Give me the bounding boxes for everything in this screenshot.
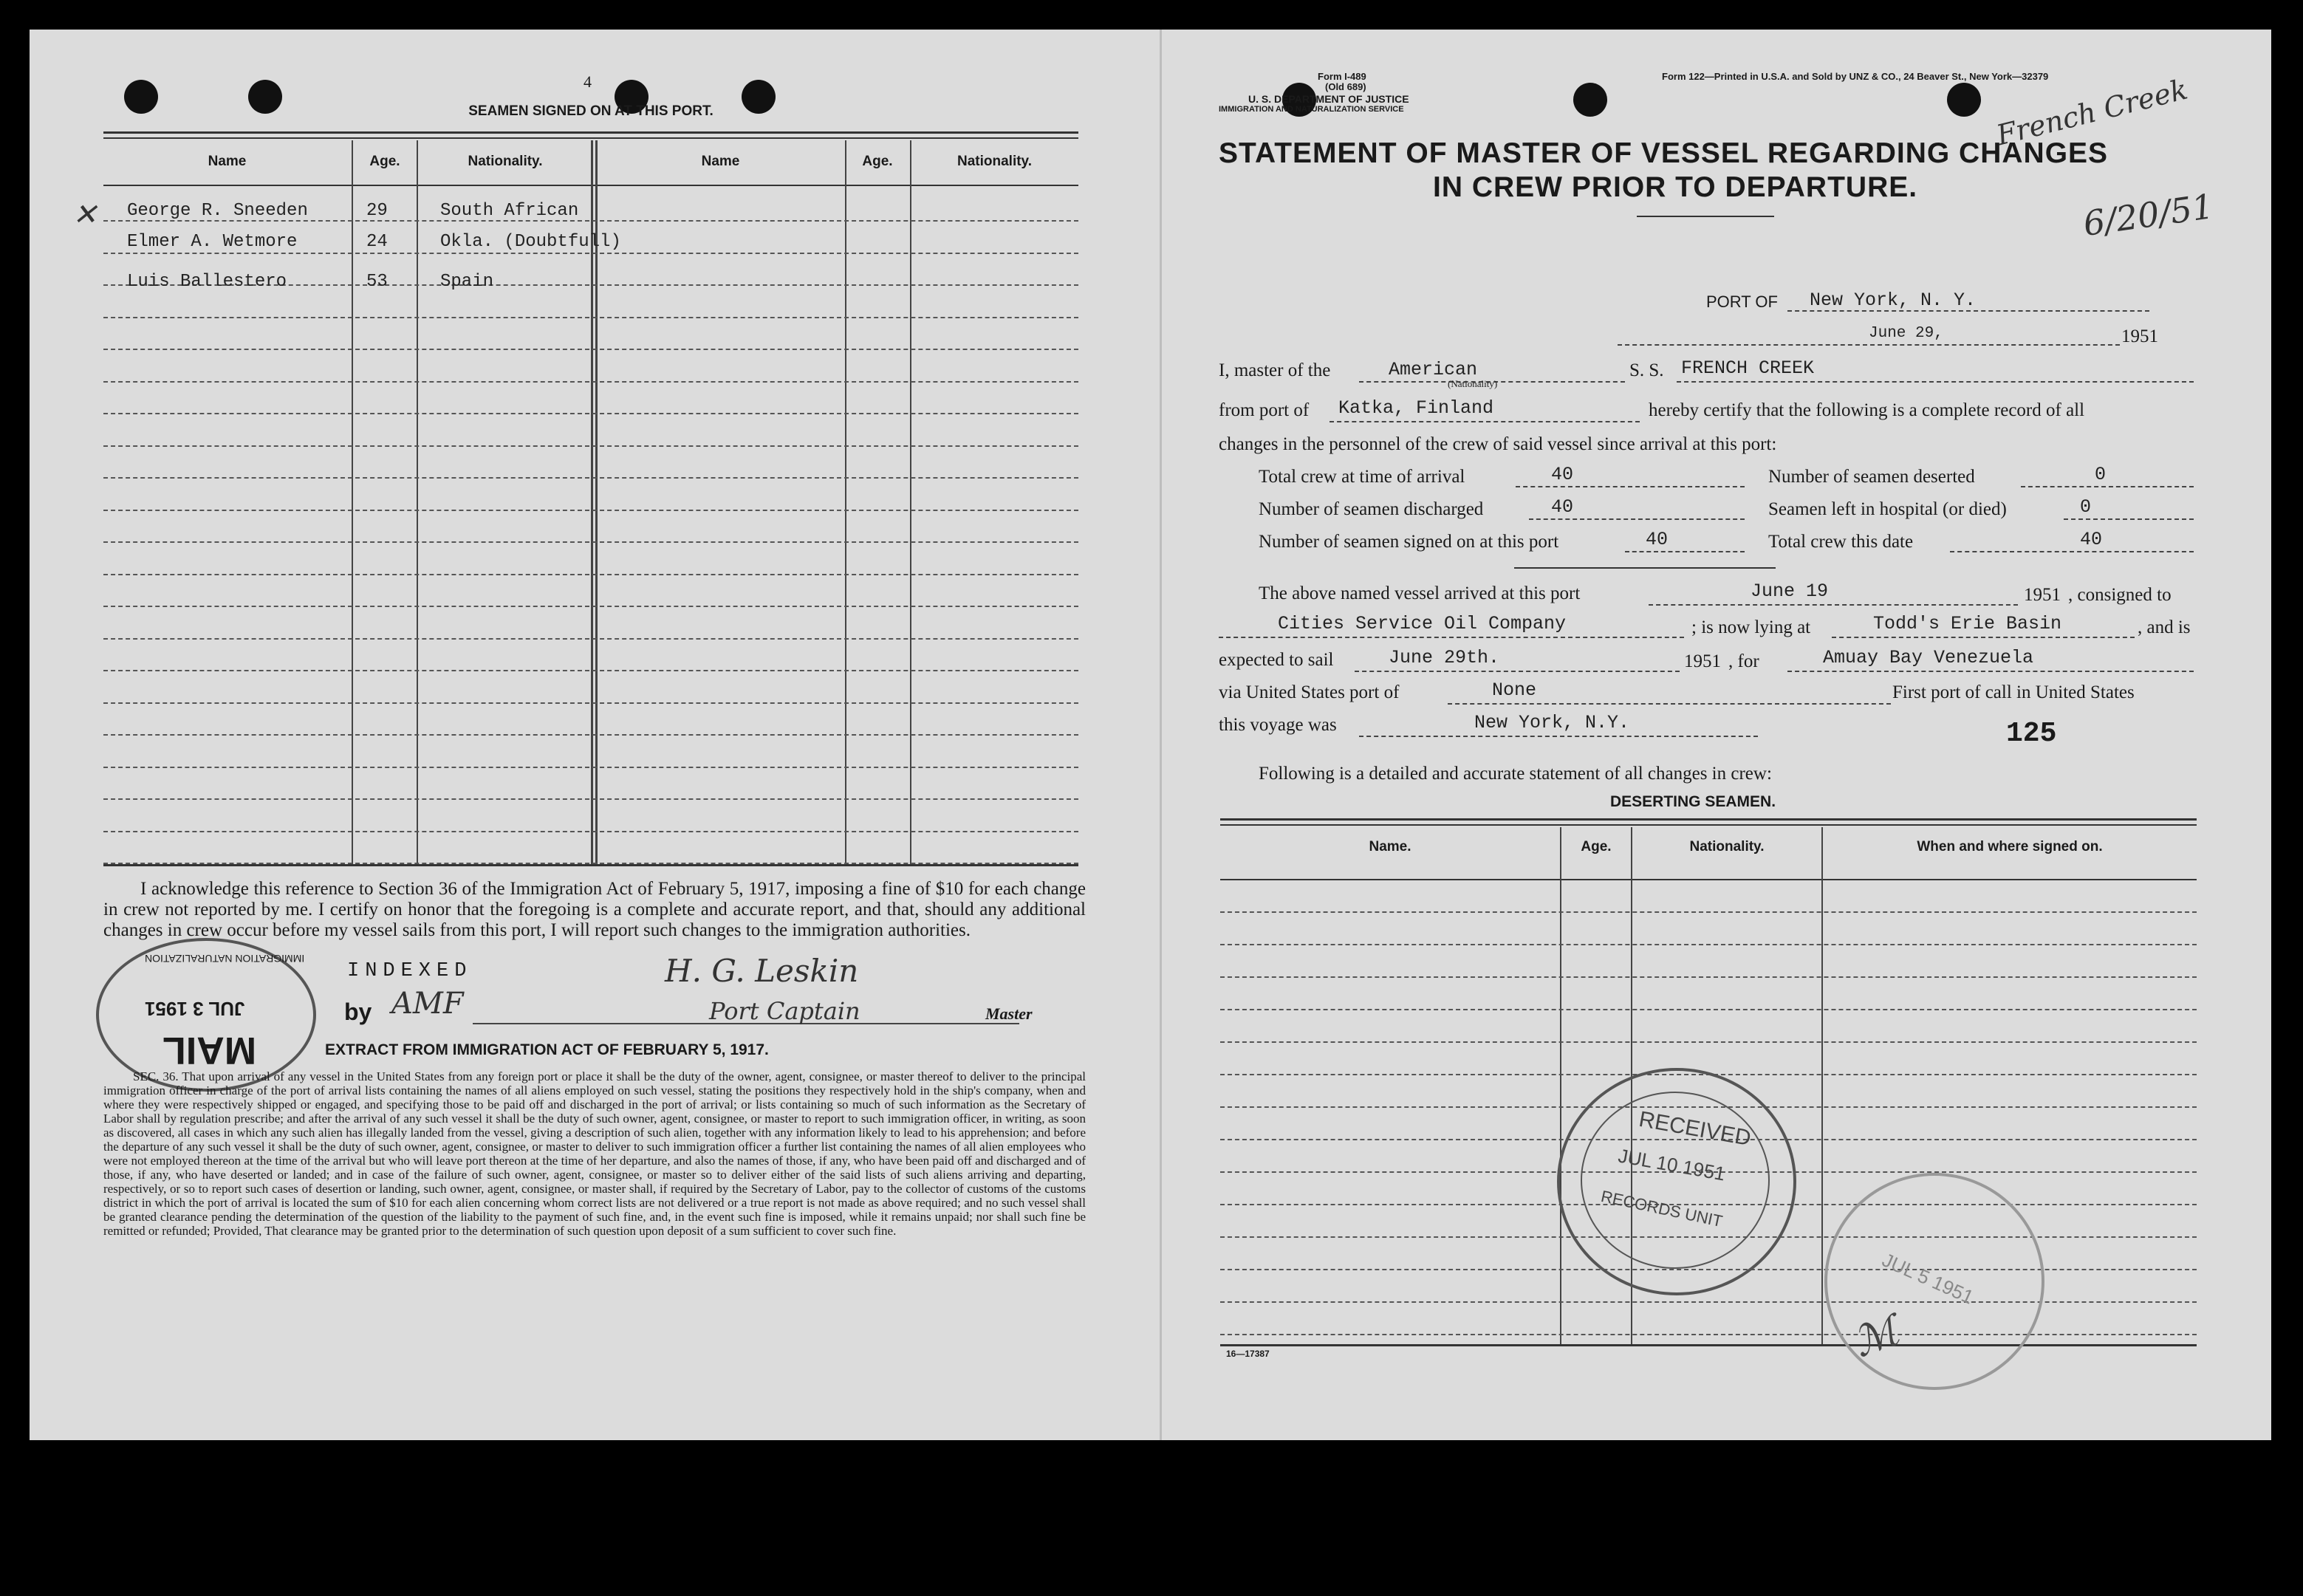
extract-title: EXTRACT FROM IMMIGRATION ACT OF FEBRUARY 5, 1917. [325,1041,769,1058]
arrived-label: The above named vessel arrived at this port [1259,583,1581,603]
signature-title: Port Captain [709,997,860,1025]
table-row-name: Luis Ballestero [127,272,287,292]
initials-mark: ℳ [1847,1306,1906,1368]
handwritten-vessel-note: French Creek [1993,72,2191,152]
lying-label: ; is now lying at [1691,617,1811,637]
footer-code: 16—17387 [1226,1349,1270,1359]
table-rule-line [1220,1009,2197,1010]
arrived-year: 1951 [2024,585,2061,605]
table-rule-line [103,798,1078,800]
consigned-label: , consigned to [2068,585,2172,605]
secondary-stamp-date: JUL 5 1951 [1878,1248,1977,1309]
stamp-number: 125 [2006,718,2057,750]
nationality-value: American [1389,359,1478,380]
column-header-nationality: Nationality. [468,154,543,169]
table-row-age: 29 [366,201,388,221]
header-rule [103,137,1078,139]
table-rule-line [1220,1334,2197,1335]
table-rule-line [1220,911,2197,913]
port-label: PORT OF [1706,292,1778,311]
and-is-label: , and is [2138,617,2191,637]
received-stamp-word: RECEIVED [1637,1106,1753,1151]
stat-value: 40 [1551,464,1574,485]
table-bottom-rule [103,864,1078,866]
deserting-column-age: Age. [1581,839,1612,854]
stat-label: Seamen left in hospital (or died) [1768,499,2007,519]
department: U. S. DEPARTMENT OF JUSTICE [1248,93,1409,105]
table-rule-line [103,253,1078,254]
table-rule-line [103,831,1078,832]
mail-stamp-date: JUL 3 1951 [145,998,245,1020]
table-row-age: 53 [366,272,388,292]
received-stamp-unit: RECORDS UNIT [1599,1186,1725,1231]
table-rule-line [103,381,1078,383]
column-header-age: Age. [862,154,893,169]
table-rule-line [103,670,1078,671]
voyage-value: New York, N.Y. [1474,712,1630,733]
table-rule-line [103,413,1078,414]
table-rule-line [103,349,1078,350]
table-row-name: George R. Sneeden [127,201,308,221]
table-rule-line [103,574,1078,575]
acknowledgement-text: I acknowledge this reference to Section 36 of the Immigration Act of February 5, 1917, imposing a fine of $10 for each change in crew not reported by me. I certify on honor that the foregoing is a complete and accurate report, and that, should any additional changes in crew occur before my vessel sails from this port, I will report such changes to the immigration authorities. [103,879,1086,940]
punch-hole [1573,83,1607,117]
deserting-column-signed-on: When and where signed on. [1917,839,2103,854]
vessel-name: FRENCH CREEK [1681,357,1815,379]
following-text: Following is a detailed and accurate statement of all changes in crew: [1259,764,1772,784]
table-rule-line [1220,976,2197,978]
punch-hole [124,80,158,114]
table-row-nationality: South African [440,201,579,221]
master-label: Master [985,1004,1033,1023]
table-rule-line [103,638,1078,640]
service: IMMIGRATION AND NATURALIZATION SERVICE [1219,105,1404,114]
column-header-age: Age. [369,154,400,169]
table-row-nationality: Spain [440,272,494,292]
column-header-name: Name [701,154,740,169]
table-rule-line [1220,1041,2197,1043]
from-port-value: Katka, Finland [1338,397,1494,419]
via-label: via United States port of [1219,682,1400,702]
sail-year: 1951 [1684,651,1721,671]
page-number: 4 [584,72,592,91]
for-value: Amuay Bay Venezuela [1823,647,2034,668]
title-line-2: IN CREW PRIOR TO DEPARTURE. [1433,171,1918,203]
title-underline [1637,216,1774,217]
sail-label: expected to sail [1219,650,1334,670]
arrived-date: June 19 [1751,580,1829,602]
deserting-heading: DESERTING SEAMEN. [1610,793,1776,810]
nationality-caption: (Nationality) [1448,378,1498,389]
stat-value: 40 [2080,529,2103,550]
lying-value: Todd's Erie Basin [1873,613,2062,634]
deserting-column-nationality: Nationality. [1689,839,1765,854]
table-rule-line [103,541,1078,543]
deserting-column-name: Name. [1369,839,1411,854]
table-rule-line [103,734,1078,736]
table-row-age: 24 [366,232,388,252]
column-header-nationality: Nationality. [957,154,1032,169]
table-row-name: Elmer A. Wetmore [127,232,298,252]
sail-date: June 29th. [1389,647,1500,668]
voyage-label: this voyage was [1219,715,1337,735]
table-rule-line [103,477,1078,479]
received-stamp-date: JUL 10 1951 [1616,1144,1728,1185]
stat-value: 0 [2095,464,2107,485]
for-label: , for [1728,651,1759,671]
stat-label: Total crew this date [1768,532,1914,552]
consignee: Cities Service Oil Company [1278,613,1567,634]
handwritten-date: 6/20/51 [2081,185,2217,244]
table-rule-line [103,317,1078,318]
stat-value: 0 [2080,496,2092,518]
left-heading: SEAMEN SIGNED ON AT THIS PORT. [468,103,714,119]
by-initials: AMF [391,987,464,1021]
table-rule-line [1220,944,2197,945]
form-old-number: (Old 689) [1325,81,1366,92]
table-rule-line [103,510,1078,511]
printer-note: Form 122—Printed in U.S.A. and Sold by UNZ & CO., 24 Beaver St., New York—32379 [1662,71,2049,82]
certify-text: hereby certify that the following is a complete record of all [1649,400,2085,420]
port-value: New York, N. Y. [1810,290,1977,311]
master-of-the-label: I, master of the [1219,360,1331,380]
table-rule-line [103,606,1078,607]
check-mark: ✕ [72,198,97,232]
stat-value: 40 [1646,529,1669,550]
table-rule-line [1220,1301,2197,1303]
stat-label: Number of seamen discharged [1259,499,1484,519]
from-port-label: from port of [1219,400,1310,420]
form-number: Form I-489 [1318,71,1366,82]
changes-text: changes in the personnel of the crew of said vessel since arrival at this port: [1219,434,1777,454]
mail-stamp-word: MAIL [162,1029,257,1072]
title-line-1: STATEMENT OF MASTER OF VESSEL REGARDING CHANGES [1219,137,2109,169]
stat-label: Number of seamen signed on at this port [1259,532,1559,552]
extract-text: SEC. 36. That upon arrival of any vessel in the United States from any foreign port or place it shall be the duty of the owner, agent, consignee, or master thereof to deliver to the principal immigration officer in charge of the port of arrival lists containing the names of all aliens employed on such vessel, stating the positions they respectively hold in the ship's company, when and where they were respectively shipped or engaged, and specifying those to be paid off and discharged in the port of arrival; or lists containing so much of such information as the Secretary of Labor shall by regulation prescribe; and after the arrival of any such vessel it shall be the duty of such owner, agent, consignee, or master to report to such immigration officer, in writing, as soon as discovered, all cases in which any such alien has illegally landed from the vessel, giving a description of such alien, together with any information likely to lead to his apprehension; and before the departure of any such vessel it shall be the duty of such owner, agent, consignee, or master to deliver to such immigration officer a further list containing the names of all alien employees who were not employed thereon at the time of the arrival but who will leave port thereon at the time of her departure, and also the names of those, if any, who have been paid off and discharged and of those, if any, who have deserted or landed; and in case of the failure of such owner, agent, consignee, or master so to deliver either of the said lists of such aliens arriving and departing, respectively, or so to report such cases of desertion or landing, such owner, agent, consignee, or master shall, if required by the Secretary of Labor, pay to the collector of customs of the customs district in which the port of arrival is located the sum of $10 for each alien concerning whom correct lists are not delivered or a true report is not made as above required; and no such vessel shall be granted clearance pending the determination of the question of the liability to the payment of such fine, and, in the event such fine is imposed, while it remains unpaid; nor shall such fine be remitted or refunded; Provided, That clearance may be granted prior to the determination of such question upon deposit of a sum sufficient to cover such fine. [103,1069,1086,1238]
stat-label: Number of seamen deserted [1768,467,1975,487]
column-header-name: Name [208,154,247,169]
page-fold [1160,30,1162,1440]
year-value: 1951 [2121,326,2158,346]
ss-label: S. S. [1629,360,1664,380]
punch-hole [248,80,282,114]
table-rule-line [103,767,1078,768]
table-rule-line [103,702,1078,704]
stat-value: 40 [1551,496,1574,518]
date-value: June 29, [1869,325,1943,342]
table-rule-line [103,445,1078,447]
first-port-label: First port of call in United States [1892,682,2135,702]
mail-stamp-text: IMMIGRATION NATURALIZATION [145,953,305,965]
master-signature: H. G. Leskin [665,953,859,989]
indexed-stamp: INDEXED [347,960,473,982]
table-row-nationality: Okla. (Doubtfull) [440,232,621,252]
header-rule [103,131,1078,134]
via-value: None [1492,679,1537,701]
by-label: by [344,999,372,1025]
stat-label: Total crew at time of arrival [1259,467,1465,487]
punch-hole [1947,83,1981,117]
